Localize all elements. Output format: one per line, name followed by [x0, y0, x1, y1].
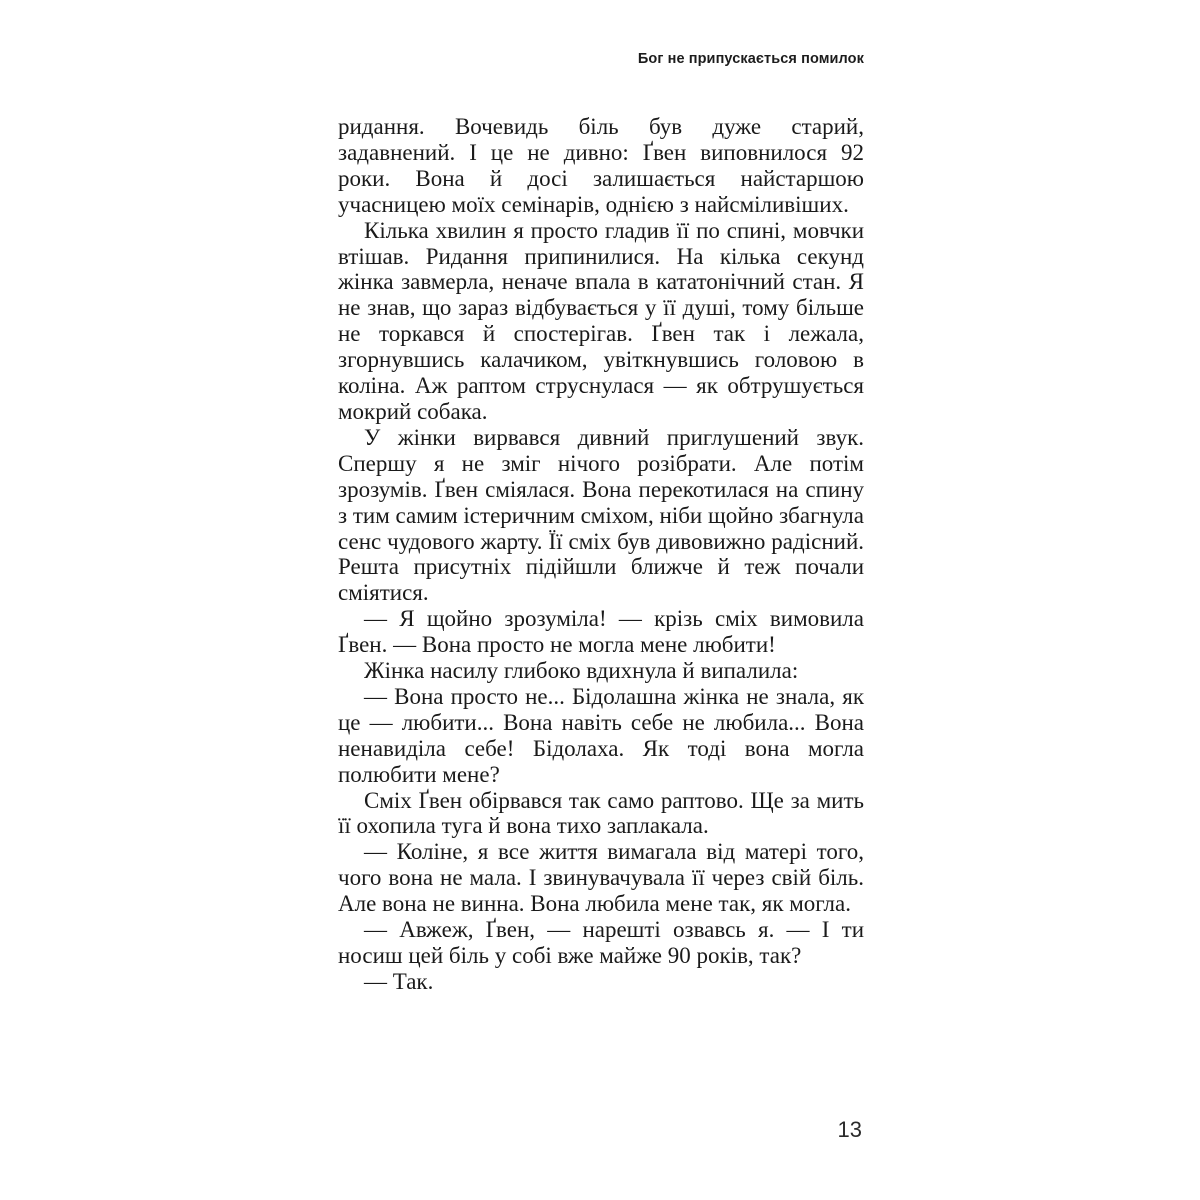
body-text	[338, 114, 864, 995]
paragraph: Сміх Ґвен обірвався так само раптово. Ще за мить її охопила туга й вона тихо заплакала.	[338, 787, 864, 839]
dialogue-line: — Вона просто не... Бідолашна жінка не знала, як це — любити... Вона навіть себе не любила... Вона ненавиділа себе! Бідолаха. Як тоді вона могла полюбити мене?	[338, 683, 864, 787]
dialogue-line: — Так.	[364, 968, 434, 994]
running-head: Бог не припускається помилок	[637, 51, 864, 67]
dialogue-line: — Коліне, я все життя вимагала від матері того, чого вона не мала. І звинувачувала її через свій біль. Але вона не винна. Вона любила мене так, як могла.	[338, 839, 864, 917]
paragraph: Жінка насилу глибоко вдихнула й випалила:	[364, 658, 799, 684]
paragraph: Кілька хвилин я просто гладив її по спині, мовчки втішав. Ридання припинилися. На кілька секунд жінка завмерла, неначе впала в кататонічний стан. Я не знав, що зараз відбувається у її душі, тому більше не торкався й спостерігав. Ґвен так і лежала, згорнувшись калачиком, увіткнувшись головою в коліна. Аж раптом струснулася — як обтрушується мокрий собака.	[338, 217, 864, 424]
dialogue-line: — Авжеж, Ґвен, — нарешті озвавсь я. — І ти носиш цей біль у собі вже майже 90 років, так?	[338, 917, 864, 968]
paragraph: ридання. Вочевидь біль був дуже старий, задавнений. І це не дивно: Ґвен виповнилося 92 роки. Вона й досі залишається найстаршою учасницею моїх семінарів, однією з найсміливіших.	[338, 114, 864, 217]
page-number: 13	[837, 1117, 862, 1142]
dialogue-line: — Я щойно зрозуміла! — крізь сміх вимовила Ґвен. — Вона просто не могла мене любити!	[338, 606, 864, 658]
paragraph: У жінки вирвався дивний приглушений звук. Спершу я не зміг нічого розібрати. Але потім зрозумів. Ґвен сміялася. Вона перекотилася на спину з тим самим істеричним сміхом, ніби щойно збагнула сенс чудового жарту. Її сміх був дивовижно радісний. Решта присутніх підійшли ближче й теж почали сміятися.	[338, 424, 864, 606]
